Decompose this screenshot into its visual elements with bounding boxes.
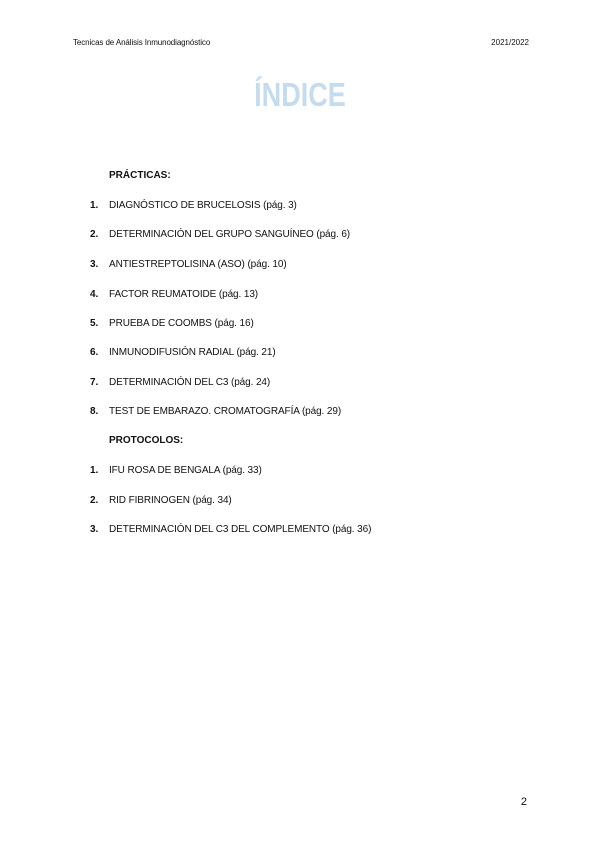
toc-item-practica-1[interactable] bbox=[90, 200, 297, 211]
toc-item-text: DETERMINACIÓN DEL GRUPO SANGUÍNEO (pág. 6) bbox=[109, 229, 351, 240]
toc-item-practica-6[interactable] bbox=[90, 347, 276, 358]
toc-item-text: FACTOR REUMATOIDE (pág. 13) bbox=[109, 289, 259, 300]
toc-item-number: 4. bbox=[90, 289, 99, 300]
toc-item-practica-8[interactable] bbox=[90, 406, 341, 417]
header-course-title: Tecnicas de Análisis Inmunodiagnóstico bbox=[73, 38, 211, 47]
header-academic-year: 2021/2022 bbox=[491, 38, 529, 47]
toc-item-number: 2. bbox=[90, 229, 99, 240]
toc-item-text: DETERMINACIÓN DEL C3 DEL COMPLEMENTO (pág. 36) bbox=[109, 524, 372, 535]
section-heading-practicas: PRÁCTICAS: bbox=[109, 170, 171, 181]
toc-item-number: 6. bbox=[90, 347, 99, 358]
toc-item-number: 1. bbox=[90, 200, 99, 211]
toc-item-protocolo-2[interactable] bbox=[90, 495, 232, 506]
toc-item-text: INMUNODIFUSIÓN RADIAL (pág. 21) bbox=[109, 347, 276, 358]
toc-item-number: 3. bbox=[90, 259, 99, 270]
toc-item-text: IFU ROSA DE BENGALA (pág. 33) bbox=[109, 465, 262, 476]
toc-item-practica-5[interactable] bbox=[90, 318, 254, 329]
toc-item-practica-7[interactable] bbox=[90, 377, 270, 388]
toc-item-number: 3. bbox=[90, 524, 99, 535]
toc-item-practica-3[interactable] bbox=[90, 259, 287, 270]
toc-item-number: 1. bbox=[90, 465, 99, 476]
toc-item-text: ANTIESTREPTOLISINA (ASO) (pág. 10) bbox=[109, 259, 287, 270]
toc-item-number: 8. bbox=[90, 406, 99, 417]
page-title: ÍNDICE bbox=[254, 76, 346, 113]
toc-item-text: PRUEBA DE COOMBS (pág. 16) bbox=[109, 318, 254, 329]
toc-item-protocolo-1[interactable] bbox=[90, 465, 262, 476]
toc-item-number: 2. bbox=[90, 495, 99, 506]
page-number: 2 bbox=[520, 796, 527, 808]
section-heading-protocolos: PROTOCOLOS: bbox=[109, 435, 184, 446]
toc-item-text: TEST DE EMBARAZO. CROMATOGRAFÍA (pág. 29) bbox=[109, 406, 342, 417]
toc-item-protocolo-3[interactable] bbox=[90, 524, 371, 535]
toc-item-practica-2[interactable] bbox=[90, 229, 350, 240]
toc-item-practica-4[interactable] bbox=[90, 289, 258, 300]
toc-item-number: 7. bbox=[90, 377, 99, 388]
toc-item-text: DIAGNÓSTICO DE BRUCELOSIS (pág. 3) bbox=[109, 200, 297, 211]
toc-item-text: RID FIBRINOGEN (pág. 34) bbox=[109, 495, 232, 506]
toc-item-number: 5. bbox=[90, 318, 99, 329]
toc-item-text: DETERMINACIÓN DEL C3 (pág. 24) bbox=[109, 377, 271, 388]
